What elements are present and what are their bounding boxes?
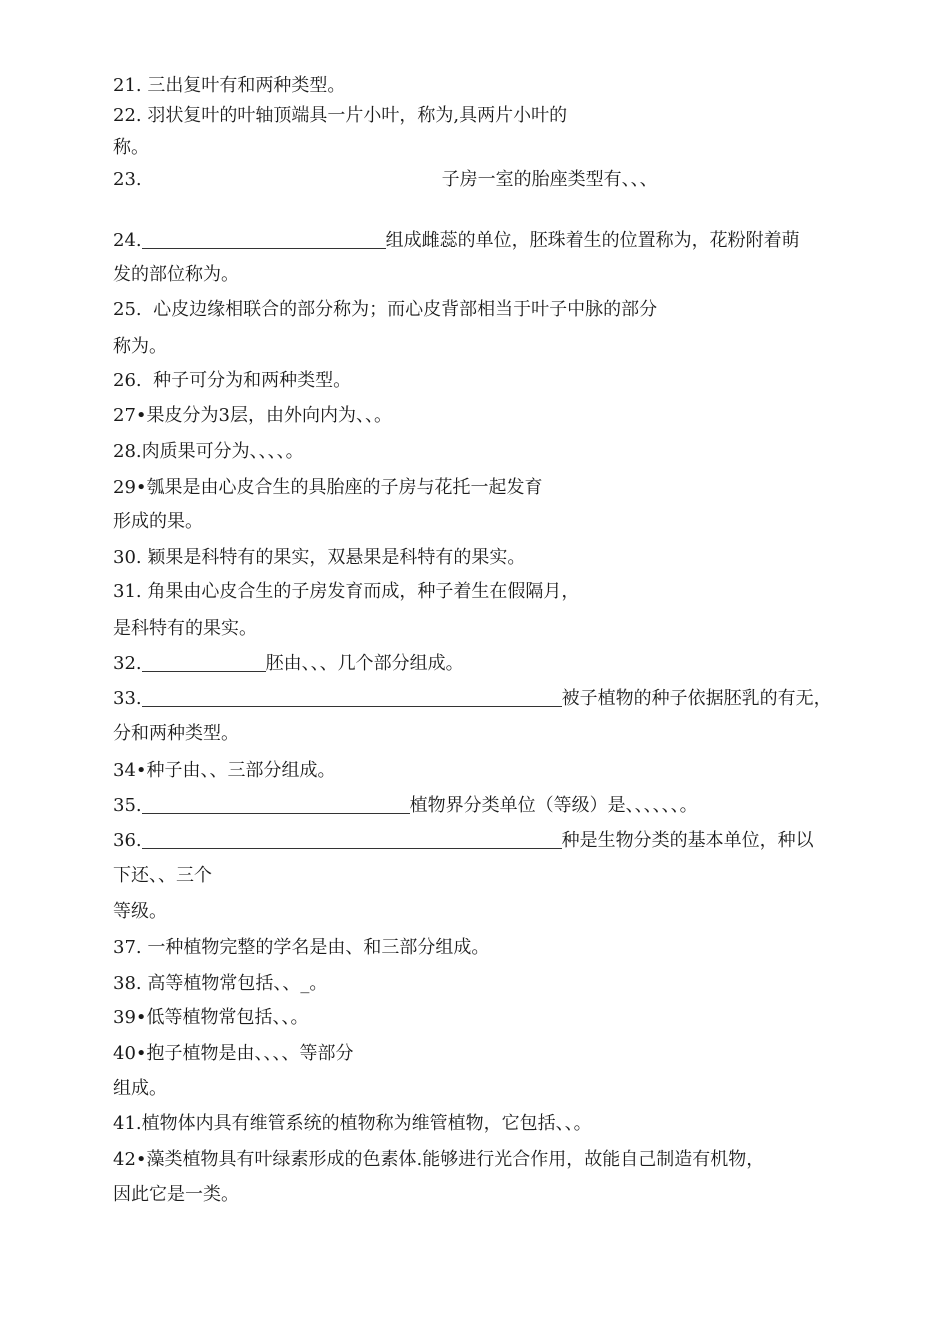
question-33 bbox=[113, 687, 832, 711]
question-21 bbox=[113, 74, 345, 98]
question-24-continued bbox=[113, 263, 239, 287]
question-30 bbox=[113, 546, 525, 570]
answer-blank bbox=[142, 230, 386, 249]
question-25-continued-text: 称为。 bbox=[113, 336, 167, 357]
question-40-text: 40•抱子植物是由、、、、等部分 bbox=[113, 1043, 354, 1064]
question-28 bbox=[113, 440, 304, 464]
question-31-continued-text: 是科特有的果实。 bbox=[113, 618, 257, 639]
question-24 bbox=[113, 229, 800, 253]
question-42-continued bbox=[113, 1183, 239, 1207]
question-29 bbox=[113, 476, 543, 500]
question-26 bbox=[113, 369, 351, 393]
question-37 bbox=[113, 936, 489, 960]
question-40 bbox=[113, 1042, 354, 1066]
question-32 bbox=[113, 652, 464, 676]
question-36-number: 36. bbox=[113, 830, 142, 851]
question-22 bbox=[113, 104, 567, 128]
question-32-number: 32. bbox=[113, 653, 142, 674]
question-25-text: 25. 心皮边缘相联合的部分称为；而心皮背部相当于叶子中脉的部分 bbox=[113, 299, 658, 320]
answer-blank bbox=[142, 688, 562, 707]
question-28-text: 28.肉质果可分为、、、、。 bbox=[113, 441, 304, 462]
question-22-continued-text: 称。 bbox=[113, 137, 149, 158]
question-24-number: 24. bbox=[113, 230, 142, 251]
question-29-continued bbox=[113, 510, 203, 534]
question-34-text: 34•种子由、、三部分组成。 bbox=[113, 760, 336, 781]
question-40-continued bbox=[113, 1077, 167, 1101]
question-37-text: 37. 一种植物完整的学名是由、和三部分组成。 bbox=[113, 937, 490, 958]
question-33-text: 被子植物的种子依据胚乳的有无， bbox=[561, 688, 832, 709]
question-38 bbox=[113, 972, 327, 996]
question-33-continued bbox=[113, 722, 239, 746]
answer-blank bbox=[142, 795, 410, 814]
question-27 bbox=[113, 404, 392, 428]
answer-blank bbox=[142, 830, 562, 849]
question-31-text: 31. 角果由心皮合生的子房发育而成，种子着生在假隔月， bbox=[113, 581, 580, 602]
question-40-continued-text: 组成。 bbox=[113, 1078, 167, 1099]
question-23-number: 23. bbox=[113, 169, 142, 190]
question-33-continued-text: 分和两种类型。 bbox=[113, 723, 239, 744]
question-36-continued-2-text: 等级。 bbox=[113, 901, 167, 922]
question-39 bbox=[113, 1006, 309, 1030]
question-25 bbox=[113, 298, 657, 322]
question-41 bbox=[113, 1112, 592, 1136]
question-29-continued-text: 形成的果。 bbox=[113, 511, 203, 532]
question-35 bbox=[113, 794, 698, 818]
question-35-text: 植物界分类单位（等级）是、、、、、、。 bbox=[409, 795, 698, 816]
question-22-text: 22. 羽状复叶的叶轴顶端具一片小叶，称为,具两片小叶的 bbox=[113, 105, 568, 126]
question-36-continued-text: 下还、、三个 bbox=[113, 865, 212, 886]
question-36-text: 种是生物分类的基本单位，种以 bbox=[561, 830, 814, 851]
question-36-continued bbox=[113, 864, 212, 888]
question-38-text: 38. 高等植物常包括、、_。 bbox=[113, 973, 328, 994]
question-36 bbox=[113, 829, 814, 853]
question-26-text: 26. 种子可分为和两种类型。 bbox=[113, 370, 352, 391]
question-25-continued bbox=[113, 335, 167, 359]
question-42-text: 42•藻类植物具有叶绿素形成的色素体.能够进行光合作用，故能自己制造有机物， bbox=[113, 1149, 765, 1170]
question-39-text: 39•低等植物常包括、、。 bbox=[113, 1007, 309, 1028]
question-31-continued bbox=[113, 617, 257, 641]
question-24-continued-text: 发的部位称为。 bbox=[113, 264, 239, 285]
question-42 bbox=[113, 1148, 764, 1172]
question-33-number: 33. bbox=[113, 688, 142, 709]
question-23-text: 子房一室的胎座类型有、、、 bbox=[441, 169, 658, 190]
answer-blank bbox=[142, 653, 266, 672]
question-35-number: 35. bbox=[113, 795, 142, 816]
question-21-text: 21. 三出复叶有和两种类型。 bbox=[113, 75, 346, 96]
question-23 bbox=[113, 168, 658, 192]
question-32-text: 胚由、、、几个部分组成。 bbox=[265, 653, 464, 674]
question-31 bbox=[113, 580, 579, 604]
question-30-text: 30. 颖果是科特有的果实，双悬果是科特有的果实。 bbox=[113, 547, 526, 568]
question-22-continued bbox=[113, 136, 149, 160]
question-29-text: 29•瓠果是由心皮合生的具胎座的子房与花托一起发育 bbox=[113, 477, 543, 498]
question-24-text: 组成雌蕊的单位，胚珠着生的位置称为，花粉附着萌 bbox=[385, 230, 800, 251]
question-41-text: 41.植物体内具有维管系统的植物称为维管植物，它包括、、。 bbox=[113, 1113, 592, 1134]
question-27-text: 27•果皮分为3层，由外向内为、、。 bbox=[113, 405, 392, 426]
question-34 bbox=[113, 759, 336, 783]
question-36-continued-2 bbox=[113, 900, 167, 924]
question-42-continued-text: 因此它是一类。 bbox=[113, 1184, 239, 1205]
